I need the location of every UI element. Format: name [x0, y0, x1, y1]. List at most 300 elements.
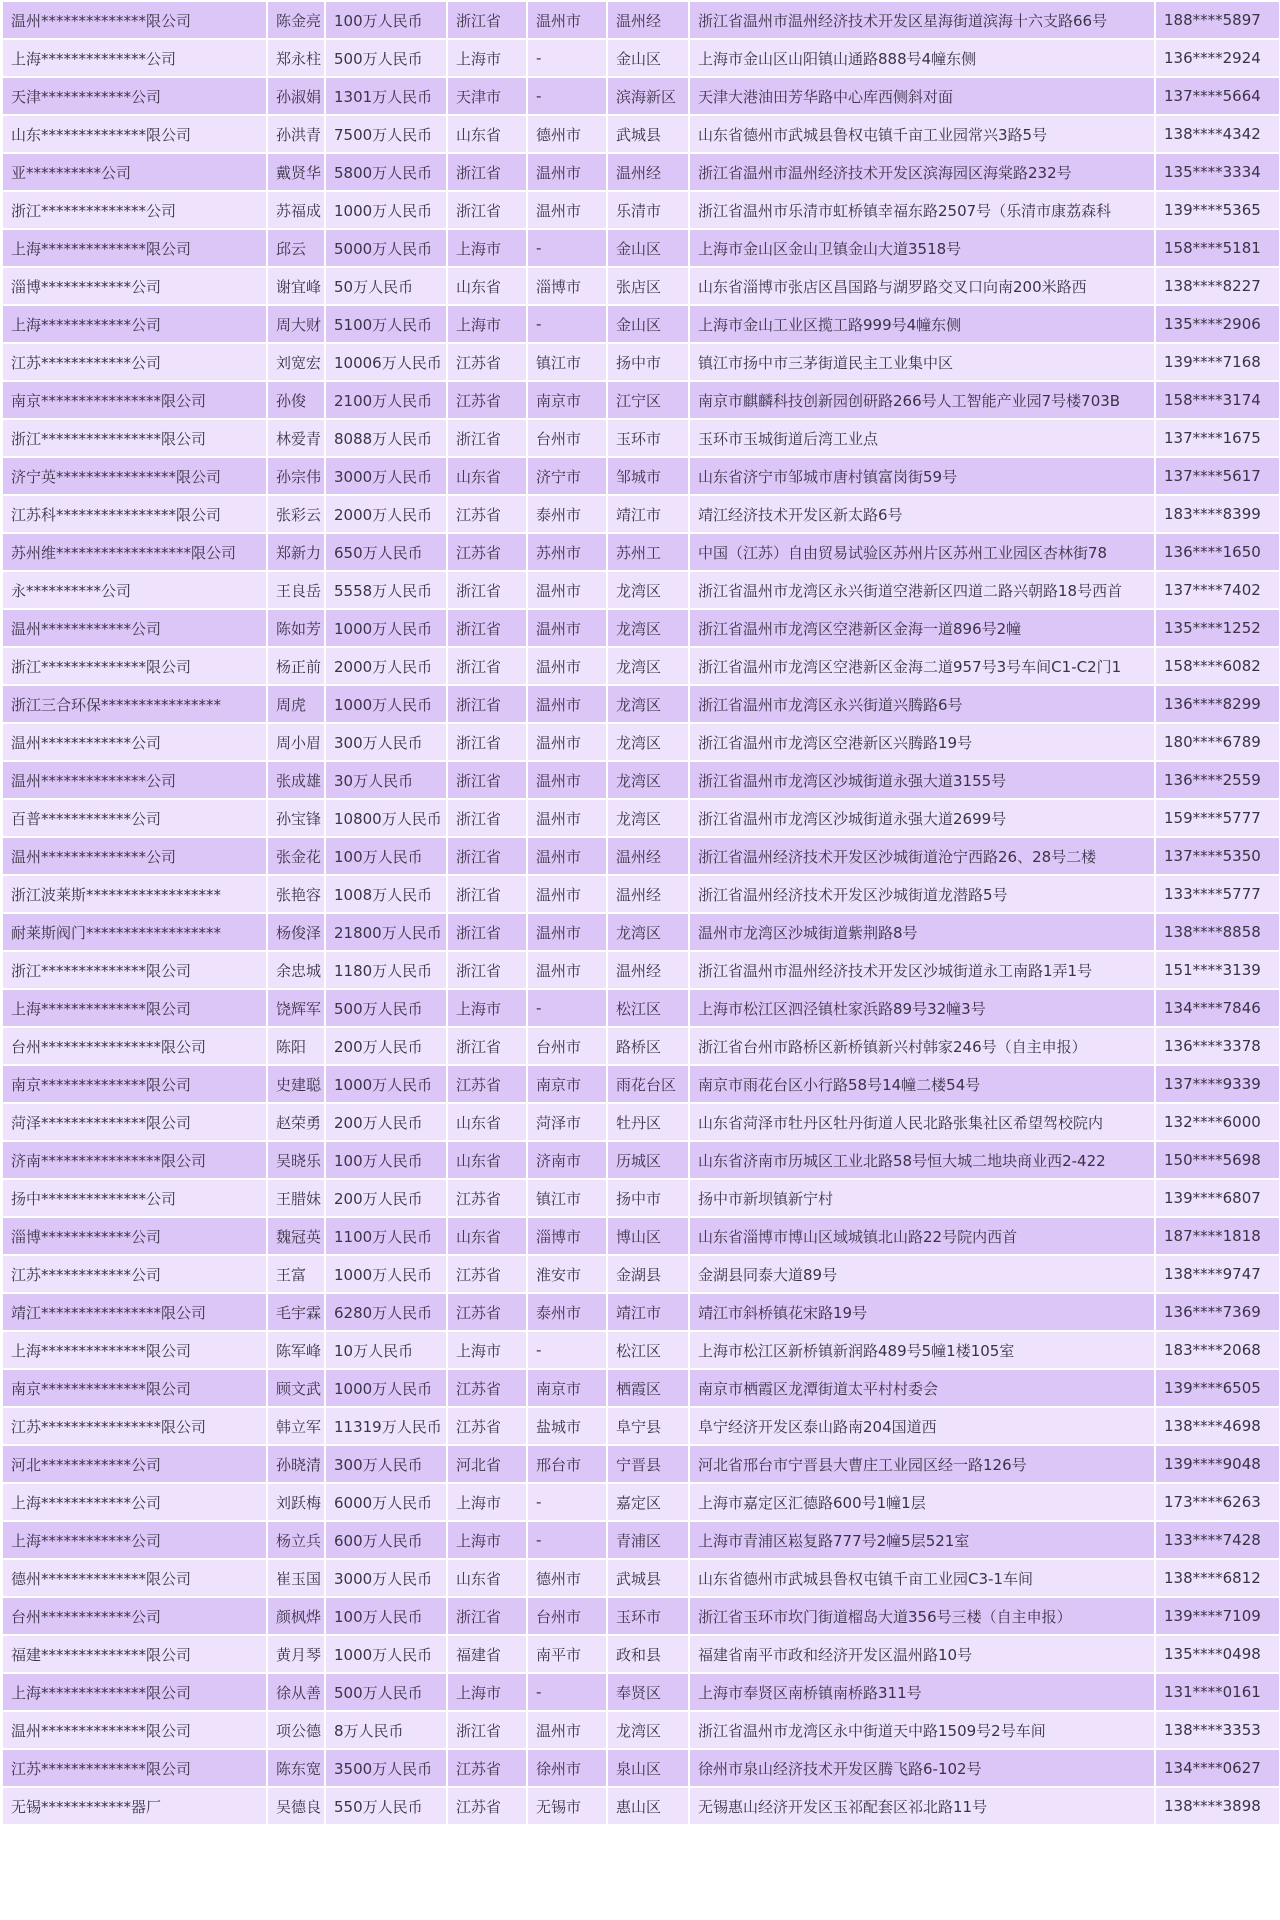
cell-province: 上海市 — [447, 1673, 527, 1711]
cell-phone: 138****4342 — [1155, 115, 1280, 153]
cell-district: 龙湾区 — [607, 723, 689, 761]
table-row — [2, 875, 1280, 913]
cell-capital: 1000万人民币 — [325, 1255, 447, 1293]
cell-phone: 139****5365 — [1155, 191, 1280, 229]
cell-phone: 139****7168 — [1155, 343, 1280, 381]
cell-person: 刘宽宏 — [267, 343, 325, 381]
cell-district: 松江区 — [607, 989, 689, 1027]
cell-company: 扬中**************公司 — [2, 1179, 267, 1217]
cell-address: 浙江省温州市乐清市虹桥镇幸福东路2507号（乐清市康荔森科 — [689, 191, 1155, 229]
cell-district: 靖江市 — [607, 1293, 689, 1331]
cell-district: 金山区 — [607, 39, 689, 77]
cell-city: 镇江市 — [527, 1179, 607, 1217]
cell-phone: 187****1818 — [1155, 1217, 1280, 1255]
cell-city: 温州市 — [527, 647, 607, 685]
cell-person: 陈如芳 — [267, 609, 325, 647]
table-row — [2, 609, 1280, 647]
cell-company: 江苏************公司 — [2, 1255, 267, 1293]
cell-city: 台州市 — [527, 1597, 607, 1635]
cell-company: 浙江**************公司 — [2, 191, 267, 229]
cell-province: 山东省 — [447, 457, 527, 495]
cell-district: 温州经 — [607, 837, 689, 875]
cell-province: 浙江省 — [447, 951, 527, 989]
table-row — [2, 1787, 1280, 1825]
cell-province: 山东省 — [447, 1217, 527, 1255]
cell-capital: 3500万人民币 — [325, 1749, 447, 1787]
cell-address: 玉环市玉城街道后湾工业点 — [689, 419, 1155, 457]
cell-city: 温州市 — [527, 875, 607, 913]
table-row — [2, 495, 1280, 533]
cell-capital: 650万人民币 — [325, 533, 447, 571]
cell-capital: 5000万人民币 — [325, 229, 447, 267]
cell-city: 温州市 — [527, 1711, 607, 1749]
cell-address: 镇江市扬中市三茅街道民主工业集中区 — [689, 343, 1155, 381]
cell-company: 永**********公司 — [2, 571, 267, 609]
cell-address: 徐州市泉山经济技术开发区腾飞路6-102号 — [689, 1749, 1155, 1787]
cell-capital: 8万人民币 — [325, 1711, 447, 1749]
cell-phone: 137****7402 — [1155, 571, 1280, 609]
cell-district: 龙湾区 — [607, 1711, 689, 1749]
table-row — [2, 1369, 1280, 1407]
cell-person: 苏福成 — [267, 191, 325, 229]
cell-city: 南京市 — [527, 1065, 607, 1103]
cell-city: 温州市 — [527, 153, 607, 191]
cell-city: 淄博市 — [527, 1217, 607, 1255]
table-row — [2, 153, 1280, 191]
cell-phone: 133****5777 — [1155, 875, 1280, 913]
cell-company: 南京**************限公司 — [2, 1065, 267, 1103]
cell-province: 河北省 — [447, 1445, 527, 1483]
cell-province: 浙江省 — [447, 419, 527, 457]
cell-phone: 131****0161 — [1155, 1673, 1280, 1711]
table-row — [2, 229, 1280, 267]
cell-address: 山东省济南市历城区工业北路58号恒大城二地块商业西2-422 — [689, 1141, 1155, 1179]
cell-province: 江苏省 — [447, 1255, 527, 1293]
cell-company: 上海************公司 — [2, 1483, 267, 1521]
cell-city: 盐城市 — [527, 1407, 607, 1445]
cell-capital: 550万人民币 — [325, 1787, 447, 1825]
cell-company: 南京**************限公司 — [2, 1369, 267, 1407]
cell-address: 浙江省台州市路桥区新桥镇新兴村韩家246号（自主申报） — [689, 1027, 1155, 1065]
cell-capital: 11319万人民币 — [325, 1407, 447, 1445]
cell-company: 亚**********公司 — [2, 153, 267, 191]
cell-province: 江苏省 — [447, 1179, 527, 1217]
cell-district: 青浦区 — [607, 1521, 689, 1559]
cell-province: 上海市 — [447, 1483, 527, 1521]
cell-phone: 136****3378 — [1155, 1027, 1280, 1065]
table-row — [2, 685, 1280, 723]
cell-city: 苏州市 — [527, 533, 607, 571]
cell-company: 山东**************限公司 — [2, 115, 267, 153]
cell-city: 温州市 — [527, 685, 607, 723]
cell-province: 江苏省 — [447, 381, 527, 419]
cell-city: 台州市 — [527, 419, 607, 457]
cell-person: 余忠城 — [267, 951, 325, 989]
cell-province: 天津市 — [447, 77, 527, 115]
table-row — [2, 1711, 1280, 1749]
cell-capital: 1180万人民币 — [325, 951, 447, 989]
cell-phone: 150****5698 — [1155, 1141, 1280, 1179]
cell-city: - — [527, 1331, 607, 1369]
cell-phone: 183****8399 — [1155, 495, 1280, 533]
cell-phone: 138****6812 — [1155, 1559, 1280, 1597]
table-row — [2, 1103, 1280, 1141]
cell-address: 浙江省温州市龙湾区永兴街道空港新区四道二路兴朝路18号西首 — [689, 571, 1155, 609]
cell-person: 王富 — [267, 1255, 325, 1293]
cell-phone: 139****6505 — [1155, 1369, 1280, 1407]
cell-district: 玉环市 — [607, 1597, 689, 1635]
cell-company: 温州**************限公司 — [2, 1711, 267, 1749]
cell-person: 谢宜峰 — [267, 267, 325, 305]
cell-address: 浙江省温州市龙湾区空港新区兴腾路19号 — [689, 723, 1155, 761]
cell-company: 淄博************公司 — [2, 267, 267, 305]
cell-person: 孙晓清 — [267, 1445, 325, 1483]
table-row — [2, 1217, 1280, 1255]
cell-capital: 2000万人民币 — [325, 647, 447, 685]
cell-company: 德州**************限公司 — [2, 1559, 267, 1597]
cell-capital: 7500万人民币 — [325, 115, 447, 153]
cell-capital: 200万人民币 — [325, 1179, 447, 1217]
cell-address: 浙江省温州市龙湾区永兴街道兴腾路6号 — [689, 685, 1155, 723]
cell-phone: 139****9048 — [1155, 1445, 1280, 1483]
table-row — [2, 381, 1280, 419]
cell-district: 江宁区 — [607, 381, 689, 419]
cell-phone: 180****6789 — [1155, 723, 1280, 761]
cell-city: 泰州市 — [527, 1293, 607, 1331]
cell-address: 南京市麒麟科技创新园创研路266号人工智能产业园7号楼703B — [689, 381, 1155, 419]
cell-address: 山东省德州市武城县鲁权屯镇千亩工业园C3-1车间 — [689, 1559, 1155, 1597]
table-row — [2, 77, 1280, 115]
cell-province: 上海市 — [447, 229, 527, 267]
cell-capital: 300万人民币 — [325, 1445, 447, 1483]
cell-capital: 10800万人民币 — [325, 799, 447, 837]
table-row — [2, 837, 1280, 875]
cell-phone: 173****6263 — [1155, 1483, 1280, 1521]
cell-company: 浙江波莱斯****************** — [2, 875, 267, 913]
cell-capital: 200万人民币 — [325, 1103, 447, 1141]
cell-company: 台州****************限公司 — [2, 1027, 267, 1065]
cell-province: 山东省 — [447, 1141, 527, 1179]
cell-phone: 138****4698 — [1155, 1407, 1280, 1445]
cell-phone: 183****2068 — [1155, 1331, 1280, 1369]
table-body — [2, 1, 1280, 1825]
cell-city: - — [527, 77, 607, 115]
cell-phone: 132****6000 — [1155, 1103, 1280, 1141]
cell-city: 德州市 — [527, 115, 607, 153]
cell-company: 温州************公司 — [2, 723, 267, 761]
cell-person: 张彩云 — [267, 495, 325, 533]
cell-city: - — [527, 229, 607, 267]
cell-phone: 135****2906 — [1155, 305, 1280, 343]
cell-capital: 1000万人民币 — [325, 685, 447, 723]
cell-phone: 151****3139 — [1155, 951, 1280, 989]
cell-phone: 138****8858 — [1155, 913, 1280, 951]
table-row — [2, 1445, 1280, 1483]
cell-company: 江苏************公司 — [2, 343, 267, 381]
cell-address: 上海市金山区金山卫镇金山大道3518号 — [689, 229, 1155, 267]
cell-city: 台州市 — [527, 1027, 607, 1065]
cell-address: 扬中市新坝镇新宁村 — [689, 1179, 1155, 1217]
cell-province: 江苏省 — [447, 533, 527, 571]
cell-city: 济宁市 — [527, 457, 607, 495]
cell-person: 张成雄 — [267, 761, 325, 799]
cell-capital: 100万人民币 — [325, 1, 447, 39]
cell-person: 孙洪青 — [267, 115, 325, 153]
table-row — [2, 951, 1280, 989]
cell-district: 武城县 — [607, 115, 689, 153]
cell-district: 龙湾区 — [607, 571, 689, 609]
cell-capital: 2000万人民币 — [325, 495, 447, 533]
cell-district: 牡丹区 — [607, 1103, 689, 1141]
cell-phone: 138****3898 — [1155, 1787, 1280, 1825]
cell-city: 温州市 — [527, 571, 607, 609]
cell-district: 龙湾区 — [607, 685, 689, 723]
cell-city: - — [527, 1521, 607, 1559]
cell-person: 邱云 — [267, 229, 325, 267]
cell-address: 浙江省温州市温州经济技术开发区滨海园区海棠路232号 — [689, 153, 1155, 191]
cell-company: 上海************公司 — [2, 305, 267, 343]
cell-province: 江苏省 — [447, 1407, 527, 1445]
cell-city: 温州市 — [527, 191, 607, 229]
table-row — [2, 1597, 1280, 1635]
cell-province: 福建省 — [447, 1635, 527, 1673]
table-row — [2, 343, 1280, 381]
cell-person: 孙淑娟 — [267, 77, 325, 115]
table-row — [2, 1483, 1280, 1521]
cell-person: 郑永柱 — [267, 39, 325, 77]
cell-province: 江苏省 — [447, 495, 527, 533]
table-row — [2, 1635, 1280, 1673]
cell-person: 史建聪 — [267, 1065, 325, 1103]
cell-district: 温州经 — [607, 153, 689, 191]
cell-person: 王腊妹 — [267, 1179, 325, 1217]
cell-phone: 136****2559 — [1155, 761, 1280, 799]
cell-province: 浙江省 — [447, 609, 527, 647]
cell-capital: 300万人民币 — [325, 723, 447, 761]
cell-person: 陈军峰 — [267, 1331, 325, 1369]
cell-district: 滨海新区 — [607, 77, 689, 115]
cell-capital: 10006万人民币 — [325, 343, 447, 381]
table-row — [2, 1141, 1280, 1179]
cell-district: 苏州工 — [607, 533, 689, 571]
cell-company: 福建**************限公司 — [2, 1635, 267, 1673]
cell-city: 温州市 — [527, 723, 607, 761]
cell-capital: 1301万人民币 — [325, 77, 447, 115]
cell-person: 陈金亮 — [267, 1, 325, 39]
cell-address: 浙江省温州市龙湾区沙城街道永强大道2699号 — [689, 799, 1155, 837]
cell-capital: 100万人民币 — [325, 1141, 447, 1179]
cell-phone: 136****1650 — [1155, 533, 1280, 571]
table-row — [2, 1255, 1280, 1293]
cell-city: - — [527, 1483, 607, 1521]
cell-company: 河北************公司 — [2, 1445, 267, 1483]
table-row — [2, 723, 1280, 761]
cell-capital: 500万人民币 — [325, 989, 447, 1027]
table-row — [2, 761, 1280, 799]
cell-address: 浙江省温州市龙湾区空港新区金海一道896号2幢 — [689, 609, 1155, 647]
cell-address: 靖江市斜桥镇花宋路19号 — [689, 1293, 1155, 1331]
cell-phone: 158****6082 — [1155, 647, 1280, 685]
cell-person: 郑新力 — [267, 533, 325, 571]
cell-capital: 6000万人民币 — [325, 1483, 447, 1521]
cell-city: 镇江市 — [527, 343, 607, 381]
cell-address: 南京市雨花台区小行路58号14幢二楼54号 — [689, 1065, 1155, 1103]
cell-person: 黄月琴 — [267, 1635, 325, 1673]
cell-address: 温州市龙湾区沙城街道紫荆路8号 — [689, 913, 1155, 951]
cell-city: 南京市 — [527, 1369, 607, 1407]
cell-person: 陈东宽 — [267, 1749, 325, 1787]
table-row — [2, 191, 1280, 229]
cell-phone: 159****5777 — [1155, 799, 1280, 837]
cell-district: 栖霞区 — [607, 1369, 689, 1407]
cell-address: 浙江省温州市龙湾区沙城街道永强大道3155号 — [689, 761, 1155, 799]
cell-district: 武城县 — [607, 1559, 689, 1597]
cell-company: 江苏**************限公司 — [2, 1749, 267, 1787]
cell-capital: 500万人民币 — [325, 1673, 447, 1711]
cell-capital: 100万人民币 — [325, 1597, 447, 1635]
cell-province: 浙江省 — [447, 1711, 527, 1749]
table-row — [2, 1673, 1280, 1711]
cell-city: 徐州市 — [527, 1749, 607, 1787]
cell-address: 浙江省温州市龙湾区空港新区金海二道957号3号车间C1-C2门1 — [689, 647, 1155, 685]
cell-company: 济南****************限公司 — [2, 1141, 267, 1179]
cell-person: 毛宇霖 — [267, 1293, 325, 1331]
cell-province: 江苏省 — [447, 1293, 527, 1331]
cell-address: 南京市栖霞区龙潭街道太平村村委会 — [689, 1369, 1155, 1407]
cell-phone: 137****5350 — [1155, 837, 1280, 875]
cell-province: 浙江省 — [447, 571, 527, 609]
cell-person: 张艳容 — [267, 875, 325, 913]
cell-person: 陈阳 — [267, 1027, 325, 1065]
cell-province: 浙江省 — [447, 875, 527, 913]
cell-company: 温州**************公司 — [2, 761, 267, 799]
cell-district: 温州经 — [607, 875, 689, 913]
cell-city: 德州市 — [527, 1559, 607, 1597]
cell-company: 上海**************公司 — [2, 39, 267, 77]
cell-phone: 137****1675 — [1155, 419, 1280, 457]
cell-province: 上海市 — [447, 989, 527, 1027]
cell-company: 温州************公司 — [2, 609, 267, 647]
cell-capital: 1000万人民币 — [325, 1635, 447, 1673]
cell-capital: 50万人民币 — [325, 267, 447, 305]
cell-person: 孙宝锋 — [267, 799, 325, 837]
cell-district: 嘉定区 — [607, 1483, 689, 1521]
cell-city: 南京市 — [527, 381, 607, 419]
cell-province: 浙江省 — [447, 685, 527, 723]
cell-district: 乐清市 — [607, 191, 689, 229]
cell-district: 历城区 — [607, 1141, 689, 1179]
cell-district: 龙湾区 — [607, 913, 689, 951]
cell-district: 玉环市 — [607, 419, 689, 457]
cell-capital: 30万人民币 — [325, 761, 447, 799]
cell-province: 江苏省 — [447, 343, 527, 381]
cell-address: 阜宁经济开发区泰山路南204国道西 — [689, 1407, 1155, 1445]
cell-capital: 2100万人民币 — [325, 381, 447, 419]
cell-province: 浙江省 — [447, 837, 527, 875]
cell-province: 上海市 — [447, 305, 527, 343]
cell-company: 浙江****************限公司 — [2, 419, 267, 457]
cell-company: 南京****************限公司 — [2, 381, 267, 419]
cell-city: 淮安市 — [527, 1255, 607, 1293]
cell-person: 顾文武 — [267, 1369, 325, 1407]
cell-province: 山东省 — [447, 1559, 527, 1597]
cell-province: 浙江省 — [447, 647, 527, 685]
cell-capital: 1000万人民币 — [325, 609, 447, 647]
cell-city: 泰州市 — [527, 495, 607, 533]
cell-company: 淄博************公司 — [2, 1217, 267, 1255]
cell-district: 阜宁县 — [607, 1407, 689, 1445]
cell-address: 河北省邢台市宁晋县大曹庄工业园区经一路126号 — [689, 1445, 1155, 1483]
cell-phone: 158****5181 — [1155, 229, 1280, 267]
cell-province: 山东省 — [447, 115, 527, 153]
cell-city: 温州市 — [527, 1, 607, 39]
cell-phone: 135****3334 — [1155, 153, 1280, 191]
cell-city: - — [527, 1673, 607, 1711]
cell-person: 吴德良 — [267, 1787, 325, 1825]
cell-district: 雨花台区 — [607, 1065, 689, 1103]
cell-district: 奉贤区 — [607, 1673, 689, 1711]
cell-city: 济南市 — [527, 1141, 607, 1179]
cell-address: 无锡惠山经济开发区玉祁配套区祁北路11号 — [689, 1787, 1155, 1825]
cell-city: - — [527, 39, 607, 77]
table-row — [2, 799, 1280, 837]
cell-city: 温州市 — [527, 837, 607, 875]
cell-city: 菏泽市 — [527, 1103, 607, 1141]
cell-phone: 137****9339 — [1155, 1065, 1280, 1103]
cell-company: 耐莱斯阀门****************** — [2, 913, 267, 951]
cell-province: 浙江省 — [447, 723, 527, 761]
cell-district: 金湖县 — [607, 1255, 689, 1293]
cell-district: 龙湾区 — [607, 647, 689, 685]
cell-district: 龙湾区 — [607, 761, 689, 799]
cell-district: 金山区 — [607, 305, 689, 343]
cell-company: 上海**************限公司 — [2, 1331, 267, 1369]
cell-province: 上海市 — [447, 1521, 527, 1559]
table-row — [2, 1293, 1280, 1331]
cell-company: 菏泽**************限公司 — [2, 1103, 267, 1141]
cell-province: 浙江省 — [447, 761, 527, 799]
cell-person: 杨俊泽 — [267, 913, 325, 951]
cell-person: 颜枫烨 — [267, 1597, 325, 1635]
cell-district: 温州经 — [607, 1, 689, 39]
cell-capital: 1008万人民币 — [325, 875, 447, 913]
cell-province: 浙江省 — [447, 1597, 527, 1635]
cell-phone: 136****8299 — [1155, 685, 1280, 723]
cell-company: 天津************公司 — [2, 77, 267, 115]
cell-capital: 5800万人民币 — [325, 153, 447, 191]
cell-address: 山东省菏泽市牡丹区牡丹街道人民北路张集社区希望驾校院内 — [689, 1103, 1155, 1141]
table-row — [2, 1521, 1280, 1559]
cell-address: 上海市奉贤区南桥镇南桥路311号 — [689, 1673, 1155, 1711]
cell-city: 温州市 — [527, 913, 607, 951]
cell-address: 山东省淄博市张店区昌国路与湖罗路交叉口向南200米路西 — [689, 267, 1155, 305]
cell-phone: 138****8227 — [1155, 267, 1280, 305]
cell-company: 浙江三合环保**************** — [2, 685, 267, 723]
table-row — [2, 419, 1280, 457]
cell-province: 山东省 — [447, 1103, 527, 1141]
cell-person: 项公德 — [267, 1711, 325, 1749]
table-row — [2, 1331, 1280, 1369]
cell-phone: 137****5617 — [1155, 457, 1280, 495]
cell-address: 浙江省温州经济技术开发区沙城街道龙潜路5号 — [689, 875, 1155, 913]
cell-province: 浙江省 — [447, 153, 527, 191]
cell-province: 江苏省 — [447, 1065, 527, 1103]
cell-district: 政和县 — [607, 1635, 689, 1673]
cell-province: 上海市 — [447, 39, 527, 77]
cell-district: 宁晋县 — [607, 1445, 689, 1483]
cell-city: 无锡市 — [527, 1787, 607, 1825]
cell-city: 温州市 — [527, 799, 607, 837]
